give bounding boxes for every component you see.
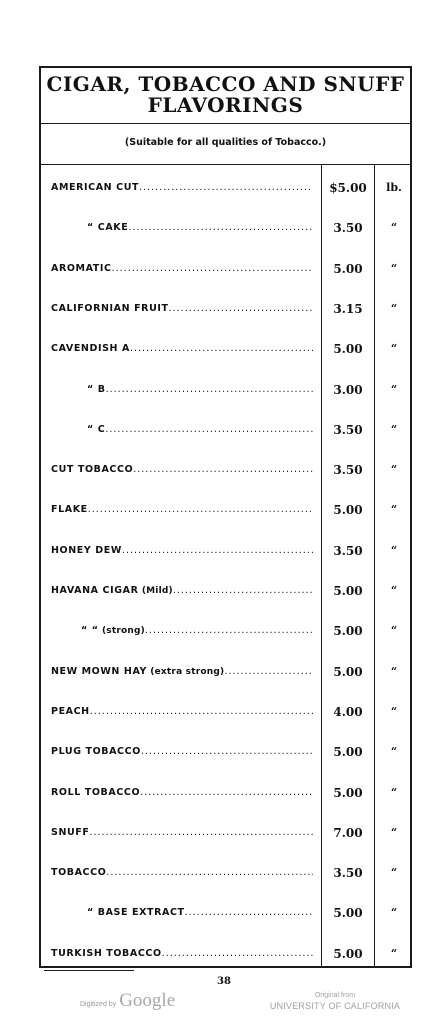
item-unit: lb. <box>386 181 402 194</box>
item-note: (extra strong) <box>146 666 225 677</box>
item-name-cell <box>51 339 313 359</box>
item-name: SNUFF <box>51 826 90 838</box>
table-row <box>41 863 410 883</box>
table-row <box>41 702 410 722</box>
item-name-cell <box>51 662 313 682</box>
original-from-watermark <box>255 991 415 1012</box>
item-name: NEW MOWN HAY <box>51 665 147 677</box>
item-name: FLAKE <box>51 504 88 516</box>
item-name: PLUG TOBACCO <box>51 746 141 758</box>
item-price: 3.50 <box>333 543 363 558</box>
table-row <box>41 339 410 359</box>
item-price: 5.00 <box>333 624 363 639</box>
item-label <box>51 299 169 319</box>
table-row <box>41 420 410 440</box>
table-row <box>41 742 410 762</box>
item-name: CUT TOBACCO <box>51 464 134 476</box>
item-name: HAVANA CIGAR <box>51 585 139 596</box>
table-row <box>41 662 410 682</box>
table-row <box>41 621 410 641</box>
item-label <box>87 218 128 238</box>
subtitle: (Suitable for all qualities of Tobacco.) <box>124 137 327 148</box>
dot-leader <box>139 178 313 198</box>
item-unit: “ <box>390 342 398 356</box>
item-price: 5.00 <box>333 785 363 800</box>
item-note: (strong) <box>98 626 145 637</box>
item-label <box>87 903 185 923</box>
item-name: PEACH <box>51 705 90 717</box>
item-unit: “ <box>390 745 398 759</box>
dot-leader <box>105 420 313 440</box>
item-name-cell <box>51 299 313 319</box>
item-name-cell <box>51 944 313 964</box>
item-label <box>51 742 141 762</box>
digitized-by-google-watermark <box>80 990 175 1014</box>
table-row <box>41 299 410 319</box>
item-name-cell <box>51 863 313 883</box>
table-row <box>41 581 410 601</box>
item-label <box>51 339 130 359</box>
dot-leader <box>162 944 313 964</box>
item-name-cell <box>87 903 313 923</box>
item-name-cell <box>51 460 313 480</box>
item-name-cell <box>81 621 313 641</box>
title-line-1: CIGAR, TOBACCO AND SNUFF <box>46 72 405 96</box>
item-price: 5.00 <box>333 342 363 357</box>
item-unit: “ <box>390 503 398 517</box>
dot-leader <box>122 541 313 561</box>
item-unit: “ <box>390 463 398 477</box>
item-label <box>51 863 106 883</box>
unit-column-divider <box>374 165 375 966</box>
bottom-rule <box>44 970 134 971</box>
item-label <box>51 541 122 561</box>
item-name-cell <box>51 702 313 722</box>
item-name: CAVENDISH A <box>51 343 130 355</box>
item-name-cell <box>51 541 313 561</box>
item-label <box>81 621 145 641</box>
item-label <box>51 178 139 198</box>
dot-leader <box>141 742 313 762</box>
item-note: (Mild) <box>138 586 173 596</box>
item-price: 5.00 <box>333 745 363 760</box>
item-price: 5.00 <box>333 503 363 518</box>
dot-leader <box>185 903 313 923</box>
table-row <box>41 944 410 964</box>
item-unit: “ <box>390 704 398 718</box>
item-name-cell <box>87 380 313 400</box>
item-name: “ B <box>87 383 106 395</box>
table-row <box>41 380 410 400</box>
item-unit: “ <box>390 261 398 275</box>
dot-leader <box>128 218 313 238</box>
table-row <box>41 823 410 843</box>
price-list-frame <box>39 66 412 968</box>
item-unit: “ <box>390 785 398 799</box>
item-name-cell <box>51 178 313 198</box>
item-price: $5.00 <box>329 181 367 195</box>
item-price: 5.00 <box>333 584 363 598</box>
table-row <box>41 218 410 238</box>
dot-leader <box>130 339 313 359</box>
item-label <box>51 460 133 480</box>
item-price: 4.00 <box>333 704 363 719</box>
table-row <box>41 460 410 480</box>
item-price: 7.00 <box>333 825 363 840</box>
item-price: 3.00 <box>333 382 363 397</box>
subtitle-box <box>41 124 410 165</box>
item-label <box>51 702 90 722</box>
item-price: 5.00 <box>333 946 363 961</box>
item-unit: “ <box>390 906 398 920</box>
item-label <box>51 259 112 279</box>
item-label <box>51 823 90 843</box>
item-unit: “ <box>390 584 398 597</box>
item-price: 5.00 <box>333 906 363 921</box>
item-label <box>51 662 224 682</box>
item-name-cell <box>51 500 313 520</box>
item-name-cell <box>51 259 313 279</box>
item-unit: “ <box>390 543 398 557</box>
page-title <box>41 68 410 116</box>
item-price: 5.00 <box>333 261 363 276</box>
table-row <box>41 500 410 520</box>
item-name: “ C <box>87 423 106 435</box>
item-label <box>87 420 105 440</box>
page-number: 38 <box>217 976 231 987</box>
dot-leader <box>112 259 313 279</box>
item-name: “ CAKE <box>87 222 129 234</box>
table-row <box>41 178 410 198</box>
price-column-divider <box>321 165 322 966</box>
title-line-2: FLAVORINGS <box>147 93 304 117</box>
table-row <box>41 259 410 279</box>
item-name-cell <box>87 420 313 440</box>
item-unit: “ <box>390 422 398 436</box>
dot-leader <box>173 581 313 601</box>
item-price: 5.00 <box>333 664 363 679</box>
item-label <box>51 581 173 601</box>
item-label <box>51 783 140 803</box>
original-from-text: Original from <box>314 992 356 999</box>
item-name: CALIFORNIAN FRUIT <box>51 302 169 314</box>
item-price: 3.50 <box>333 422 363 437</box>
dot-leader <box>90 702 313 722</box>
item-unit: “ <box>390 946 398 960</box>
item-name: ROLL TOBACCO <box>51 786 141 798</box>
dot-leader <box>133 460 313 480</box>
item-name: TURKISH TOBACCO <box>51 947 162 959</box>
dot-leader <box>106 863 313 883</box>
item-unit: “ <box>390 866 398 880</box>
item-name-cell <box>51 581 313 601</box>
dot-leader <box>140 783 313 803</box>
item-label <box>51 500 88 520</box>
item-name: TOBACCO <box>51 867 107 879</box>
item-name: AMERICAN CUT <box>51 182 140 193</box>
item-unit: “ <box>390 664 398 678</box>
item-unit: “ <box>390 624 398 638</box>
item-unit: “ <box>390 301 398 315</box>
item-price: 3.50 <box>333 866 363 881</box>
dot-leader <box>88 500 313 520</box>
item-name: “ BASE EXTRACT <box>87 907 185 919</box>
google-logo: Google <box>119 990 176 1011</box>
dot-leader <box>90 823 314 843</box>
item-name-cell <box>51 823 313 843</box>
table-row <box>41 783 410 803</box>
item-price: 3.50 <box>333 463 363 478</box>
dot-leader <box>145 621 313 641</box>
item-price: 3.15 <box>333 301 363 316</box>
digitized-by-text: Digitized by <box>80 1001 117 1008</box>
title-box <box>41 68 410 124</box>
item-name-cell <box>87 218 313 238</box>
university-name: UNIVERSITY OF CALIFORNIA <box>269 1001 401 1011</box>
item-unit: “ <box>390 221 398 235</box>
dot-leader <box>169 299 313 319</box>
item-name: HONEY DEW <box>51 544 122 556</box>
dot-leader <box>224 662 313 682</box>
item-unit: “ <box>390 382 398 396</box>
item-label <box>51 944 162 964</box>
item-name: AROMATIC <box>51 262 112 274</box>
item-name-cell <box>51 742 313 762</box>
table-row <box>41 903 410 923</box>
item-price: 3.50 <box>333 221 363 236</box>
table-row <box>41 541 410 561</box>
item-unit: “ <box>390 825 398 839</box>
item-name-cell <box>51 783 313 803</box>
dot-leader <box>106 380 313 400</box>
item-label <box>87 380 106 400</box>
item-name: “ “ <box>81 625 99 637</box>
